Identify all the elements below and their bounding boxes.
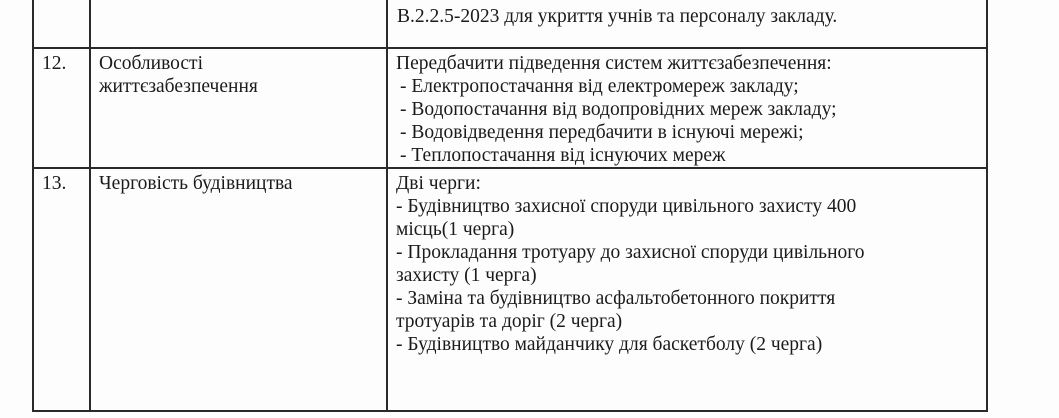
cell-description <box>387 48 987 168</box>
cell-number: 12. <box>33 48 90 168</box>
cell-number: 13. <box>33 168 90 411</box>
requirements-table <box>32 0 988 412</box>
description-line: - Електропостачання від електромереж закладу; <box>400 76 799 97</box>
description-line: - Теплопостачання від існуючих мереж <box>400 145 726 166</box>
table-row-13 <box>33 168 987 411</box>
cell-number-empty <box>33 0 90 48</box>
cell-name <box>90 48 387 168</box>
cell-description <box>387 168 987 411</box>
name-line: Особливості <box>99 53 203 74</box>
description-line: Передбачити підведення систем життєзабезпечення: <box>396 53 832 74</box>
table-row-12 <box>33 48 987 168</box>
description-line: - Будівництво майданчику для баскетболу (2 черга) <box>396 334 823 355</box>
cell-name-empty <box>90 0 387 48</box>
description-line: - Прокладання тротуару до захисної споруди цивільного <box>396 242 865 263</box>
description-line: Дві черги: <box>396 173 481 194</box>
name-line: життєзабезпечення <box>99 76 258 97</box>
description-line: - Будівництво захисної споруди цивільного захисту 400 <box>396 196 857 217</box>
description-line: місць(1 черга) <box>396 219 515 240</box>
description-line: - Заміна та будівництво асфальтобетонного покриття <box>396 288 836 309</box>
cell-name: Черговість будівництва <box>90 168 387 411</box>
description-line: В.2.2.5-2023 для укриття учнів та персоналу закладу. <box>397 6 838 27</box>
description-line: - Водопостачання від водопровідних мереж закладу; <box>400 99 837 120</box>
description-line: - Водовідведення передбачити в існуючі мережі; <box>400 122 804 143</box>
description-line: захисту (1 черга) <box>396 265 537 286</box>
table-row-continuation <box>33 0 987 48</box>
cell-description <box>387 0 987 48</box>
description-line: тротуарів та доріг (2 черга) <box>396 311 623 332</box>
